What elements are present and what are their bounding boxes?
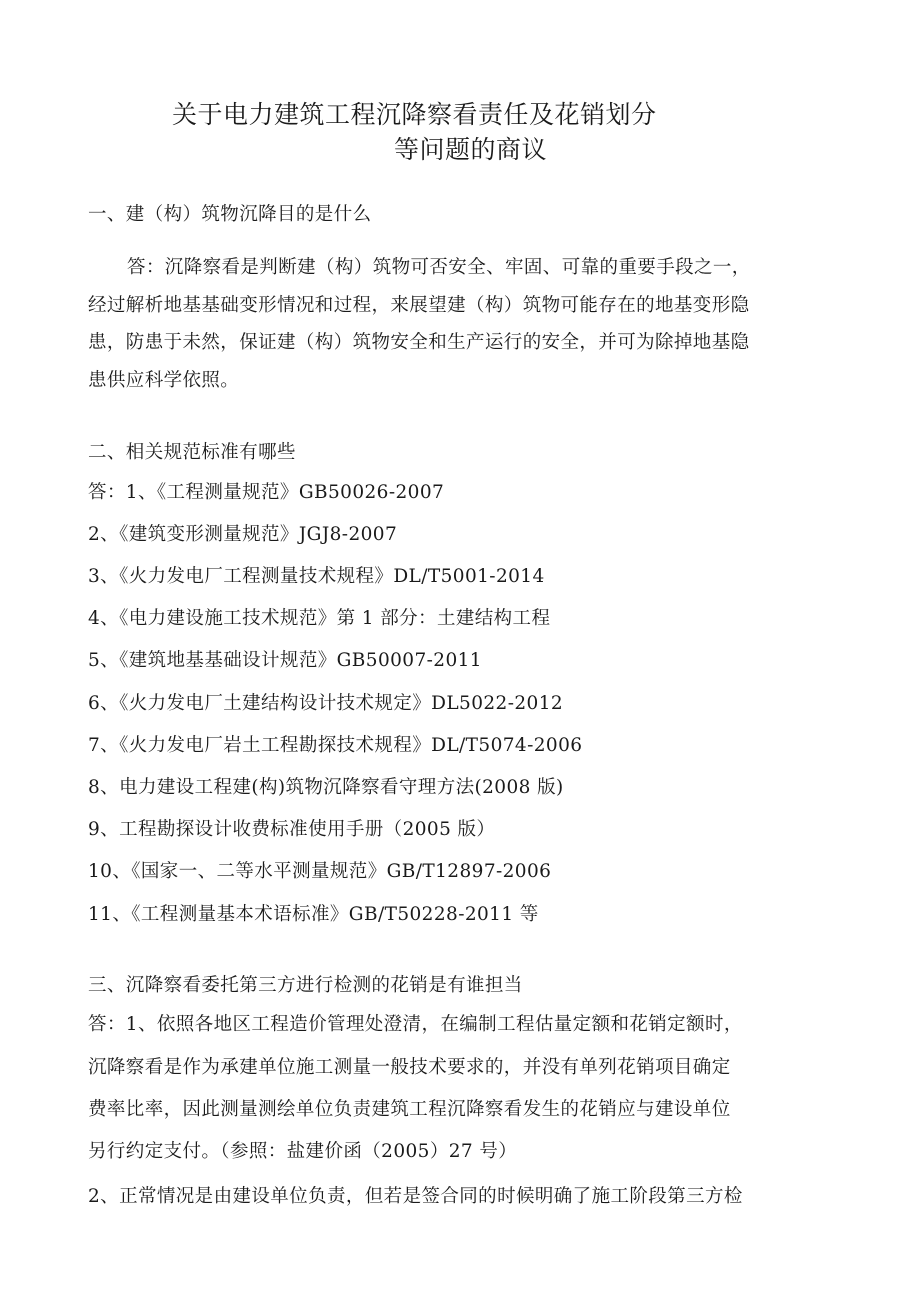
section-1-heading: 一、建（构）筑物沉降目的是什么 bbox=[88, 204, 372, 225]
section-1-answer-line: 患，防患于未然，保证建（构）筑物安全和生产运行的安全，并可为除掉地基隐 bbox=[88, 332, 750, 353]
standard-list-item: 5、《建筑地基基础设计规范》GB50007-2011 bbox=[88, 650, 482, 671]
section-3-answer-line: 2、正常情况是由建设单位负责，但若是签合同的时候明确了施工阶段第三方检 bbox=[88, 1186, 743, 1207]
standard-list-item: 答：1、《工程测量规范》GB50026-2007 bbox=[88, 482, 445, 503]
standard-list-item: 7、《火力发电厂岩土工程勘探技术规程》DL/T5074-2006 bbox=[88, 735, 583, 756]
section-3-answer-line: 沉降察看是作为承建单位施工测量一般技术要求的，并没有单列花销项目确定 bbox=[88, 1057, 731, 1078]
section-3-answer-line: 答：1、依照各地区工程造价管理处澄清，在编制工程估量定额和花销定额时， bbox=[88, 1014, 743, 1035]
section-1-answer-line: 经过解析地基基础变形情况和过程，来展望建（构）筑物可能存在的地基变形隐 bbox=[88, 295, 750, 316]
standard-list-item: 8、电力建设工程建(构)筑物沉降察看守理方法(2008 版) bbox=[88, 777, 564, 798]
section-2-heading: 二、相关规范标准有哪些 bbox=[88, 442, 296, 463]
section-3-answer-line: 另行约定支付。（参照：盐建价函（2005）27 号） bbox=[88, 1141, 518, 1162]
section-3-heading: 三、沉降察看委托第三方进行检测的花销是有谁担当 bbox=[88, 975, 523, 996]
standard-list-item: 6、《火力发电厂土建结构设计技术规定》DL5022-2012 bbox=[88, 693, 564, 714]
section-3-answer-line: 费率比率，因此测量测绘单位负责建筑工程沉降察看发生的花销应与建设单位 bbox=[88, 1099, 731, 1120]
document-title-line-1: 关于电力建筑工程沉降察看责任及花销划分 bbox=[172, 100, 657, 129]
standard-list-item: 2、《建筑变形测量规范》JGJ8-2007 bbox=[88, 524, 398, 545]
section-1-answer-line: 答：沉降察看是判断建（构）筑物可否安全、牢固、可靠的重要手段之一， bbox=[127, 257, 751, 278]
standard-list-item: 3、《火力发电厂工程测量技术规程》DL/T5001-2014 bbox=[88, 566, 545, 587]
standard-list-item: 4、《电力建设施工技术规范》第 1 部分：土建结构工程 bbox=[88, 608, 551, 629]
standard-list-item: 9、工程勘探设计收费标准使用手册（2005 版） bbox=[88, 819, 496, 840]
document-title-line-2: 等问题的商议 bbox=[394, 135, 548, 164]
standard-list-item: 11、《工程测量基本术语标准》GB/T50228-2011 等 bbox=[88, 904, 539, 925]
section-1-answer-line: 患供应科学依照。 bbox=[88, 370, 240, 391]
standard-list-item: 10、《国家一、二等水平测量规范》GB/T12897-2006 bbox=[88, 861, 552, 882]
